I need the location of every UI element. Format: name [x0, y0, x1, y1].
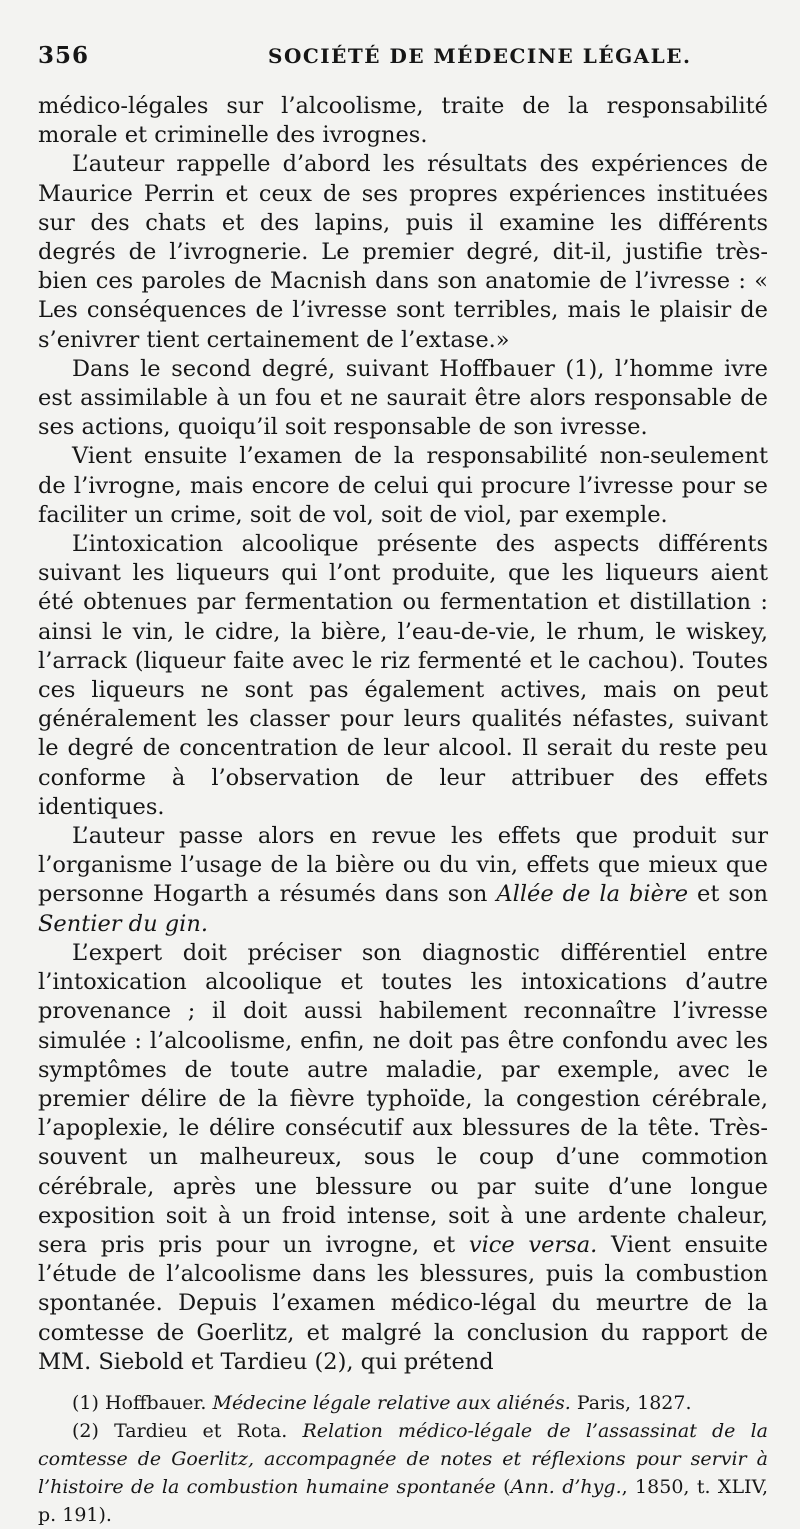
footnote	[38, 1389, 768, 1417]
italic-title: Sentier du gin.	[38, 910, 208, 937]
page-number: 356	[38, 42, 90, 69]
paragraph	[38, 442, 768, 530]
text-segment: L’auteur rappelle d’abord les résultats des expériences de Maurice Perrin et ceux de ses propres expériences instituées sur des chats et des lapins, puis il examine les différents degrés de l’ivrognerie. Le premier degré, dit-il, justifie très-bien ces paroles de Macnish dans son anatomie de l’ivresse : « Les conséquences de l’ivresse sont terribles, mais le plaisir de s’enivrer tient certainement de l’extase.»	[38, 151, 768, 353]
footnote-text: (	[495, 1475, 511, 1498]
paragraph	[38, 92, 768, 150]
body-text	[38, 92, 768, 1377]
footnote-text: Paris, 1827.	[570, 1391, 692, 1414]
footnote-title: Médecine légale relative aux aliénés.	[212, 1391, 571, 1414]
footnote-text: (2) Tardieu et Rota.	[72, 1419, 303, 1442]
footnote-journal: Ann. d’hyg.	[510, 1475, 622, 1498]
text-segment: et son	[688, 881, 769, 908]
footnote-text: (1) Hoffbauer.	[72, 1391, 213, 1414]
text-segment: L’auteur passe alors en revue les effets que produit sur l’organisme l’usage de la bière ou du vin, effets que mieux que personne Hogarth a résumés dans son	[38, 823, 768, 908]
page-header	[38, 42, 768, 82]
italic-phrase: vice versa.	[468, 1231, 598, 1258]
text-segment: Dans le second degré, suivant Hoffbauer (1), l’homme ivre est assimilable à un fou et ne saurait être alors responsable de ses actions, quoiqu’il soit responsable de son ivresse.	[38, 355, 768, 441]
text-segment: Vient ensuite l’étude de l’alcoolisme dans les blessures, puis la combustion spontanée. Depuis l’examen médico-légal du meurtre de la comtesse de Goerlitz, et malgré la conclusion du rapport de MM. Siebold et Tardieu (2), qui prétend	[38, 1231, 768, 1375]
paragraph	[38, 822, 768, 939]
text-segment: L’intoxication alcoolique présente des aspects différents suivant les liqueurs qui l’ont produite, que les liqueurs aient été obtenues par fermentation ou fermentation et distillation : ainsi le vin, le cidre, la bière, l’eau-de-vie, le rhum, le wiskey, l’arrack (liqueur faite avec le riz fermenté et le cachou). Toutes ces liqueurs ne sont pas également actives, mais on peut généralement les classer pour leurs qualités néfastes, suivant le degré de concentration de leur alcool. Il serait du reste peu conforme à l’observation de leur attribuer des effets identiques.	[38, 531, 768, 820]
paragraph	[38, 150, 768, 354]
footnote	[38, 1417, 768, 1529]
footnotes	[38, 1389, 768, 1529]
paragraph	[38, 939, 768, 1377]
paragraph	[38, 355, 768, 443]
text-segment: médico-légales sur l’alcoolisme, traite de la responsabilité morale et criminelle des ivrognes.	[38, 93, 768, 149]
footnote-title: Relation médico-légale de l’assassinat de la comtesse de Goerlitz, accompagnée de notes et réflexions pour servir à l’histoire de la combustion humaine spontanée	[38, 1419, 768, 1498]
paragraph	[38, 530, 768, 822]
running-title: SOCIÉTÉ DE MÉDECINE LÉGALE.	[268, 44, 692, 68]
footnote-text: , 1850, t. XLIV, p. 191).	[38, 1475, 769, 1526]
italic-title: Allée de la bière	[496, 881, 689, 908]
text-segment: L’expert doit préciser son diagnostic différentiel entre l’intoxication alcoolique et toutes les intoxications d’autre provenance ; il doit aussi habilement reconnaître l’ivresse simulée : l’alcoolisme, enfin, ne doit pas être confondu avec les symptômes de toute autre maladie, par exemple, avec le premier délire de la fièvre typhoïde, la congestion cérébrale, l’apoplexie, le délire consécutif aux blessures de la tête. Très-souvent un malheureux, sous le coup d’une commotion cérébrale, après une blessure ou par suite d’une longue exposition soit à un froid intense, soit à une ardente chaleur, sera pris pris pour un ivrogne, et	[38, 939, 768, 1258]
text-segment: Vient ensuite l’examen de la responsabilité non-seulement de l’ivrogne, mais encore de celui qui procure l’ivresse pour se faciliter un crime, soit de vol, soit de viol, par exemple.	[38, 443, 768, 528]
